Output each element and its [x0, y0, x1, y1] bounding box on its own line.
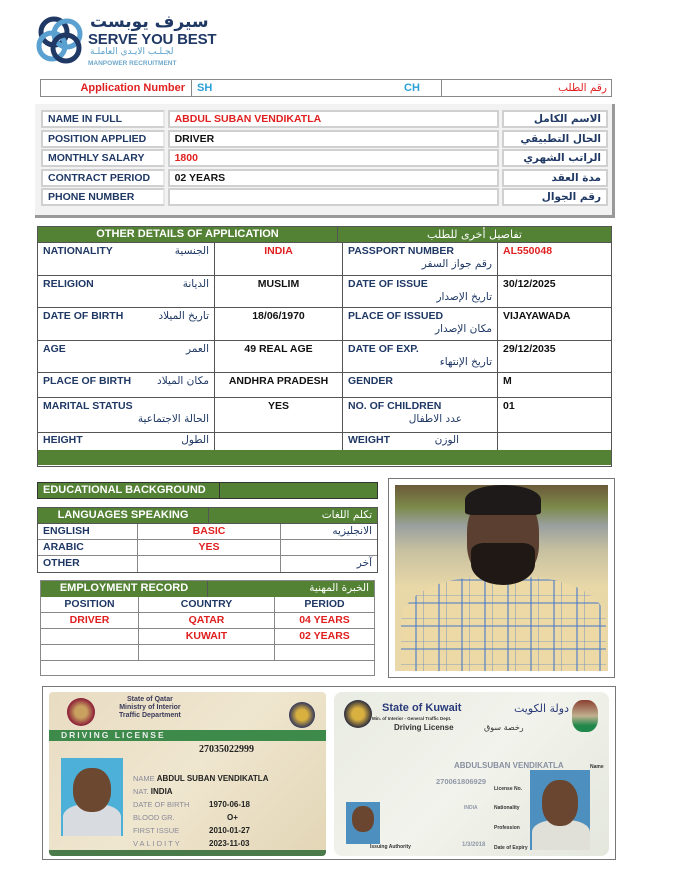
application-number-row [40, 79, 612, 97]
employment-row [41, 645, 374, 661]
detail-row [38, 308, 611, 341]
info-value-name[interactable]: ABDUL SUBAN VENDIKATLA [168, 110, 500, 128]
qatar-validity-label: VALIDITY [133, 839, 182, 848]
education-row [37, 482, 378, 499]
qatar-license-number: 27035022999 [199, 744, 254, 755]
knot-logo-icon [34, 14, 86, 66]
other-details-title-ar: تفاصيل أخرى للطلب [427, 228, 522, 241]
languages-table [37, 507, 378, 573]
info-label-ar: الاسم الكامل [502, 110, 608, 128]
kuwait-license-title-ar: رخصة سوق [484, 723, 524, 732]
detail-label-ar: تاريخ الميلاد [158, 310, 209, 322]
qatar-dob: 1970-06-18 [209, 800, 250, 809]
info-row-contract [41, 169, 608, 189]
education-value[interactable] [220, 483, 377, 498]
info-label: POSITION APPLIED [41, 130, 165, 148]
detail-label: NO. OF CHILDREN [348, 400, 442, 412]
detail-value-place-issued[interactable]: VIJAYAWADA [503, 310, 571, 322]
qatar-license-title: DRIVING LICENSE [49, 730, 326, 741]
qatar-validity: 2023-11-03 [209, 839, 250, 848]
language-row [38, 524, 377, 540]
kuwait-license-number: 270061806929 [436, 777, 487, 786]
detail-label: MARITAL STATUS [43, 400, 133, 412]
detail-value-nationality[interactable]: INDIA [215, 243, 343, 275]
detail-label: DATE OF EXP. [348, 343, 419, 355]
detail-label-ar: مكان الميلاد [157, 375, 209, 387]
kuwait-license-label: License No. [494, 786, 523, 792]
logo-english-tagline: MANPOWER RECRUITMENT [88, 60, 177, 67]
employment-title: EMPLOYMENT RECORD [41, 581, 208, 597]
employment-column-headers [41, 597, 374, 613]
info-row-position [41, 130, 608, 150]
employment-position[interactable]: DRIVER [41, 613, 139, 628]
application-number-label-ar: رقم الطلب [558, 82, 607, 94]
detail-label-ar: العمر [185, 343, 209, 355]
detail-value-marital[interactable]: YES [215, 398, 343, 432]
detail-value-gender[interactable]: M [503, 375, 512, 387]
detail-label-ar: الوزن [434, 434, 459, 446]
employment-period[interactable]: 04 YEARS [299, 614, 350, 626]
detail-value-birthplace[interactable]: ANDHRA PRADESH [215, 373, 343, 397]
info-label: NAME IN FULL [41, 110, 165, 128]
qatar-dob-label: DATE OF BIRTH [133, 800, 190, 809]
qatar-nat-line [133, 785, 173, 798]
detail-label-ar: الجنسية [174, 245, 209, 257]
kuwait-dept: Min. of Interior - General Traffic Dept. [372, 716, 452, 721]
kuwait-driving-license [334, 692, 609, 856]
detail-label: WEIGHT [348, 434, 390, 446]
detail-value-expiry[interactable]: 29/12/2035 [503, 343, 556, 355]
detail-row [38, 243, 611, 276]
employment-country[interactable]: QATAR [139, 613, 275, 628]
detail-label: NATIONALITY [43, 245, 113, 257]
qatar-dept: Traffic Department [119, 712, 181, 719]
kuwait-emblem-icon [572, 700, 598, 732]
language-name: OTHER [38, 556, 138, 572]
detail-label-ar: عدد الاطفال [408, 413, 462, 425]
gcc-emblem-icon [344, 700, 372, 728]
other-details-title: OTHER DETAILS OF APPLICATION [38, 227, 338, 242]
detail-value-issue-date[interactable]: 30/12/2025 [503, 278, 556, 290]
application-number-label: Application Number [41, 80, 192, 96]
language-level[interactable] [138, 556, 281, 572]
detail-value-height[interactable] [215, 433, 343, 450]
kuwait-photo-face [542, 780, 578, 826]
language-name-ar: آخر [356, 557, 372, 569]
logo-arabic-name: سيرف يوبست [90, 12, 209, 32]
kuwait-license-title: Driving License [394, 723, 454, 732]
info-label-ar: مدة العقد [502, 169, 608, 187]
kuwait-issuing-authority: Issuing Authority [370, 844, 411, 850]
detail-row [38, 433, 611, 450]
other-details-table [37, 226, 612, 467]
kuwait-state: State of Kuwait [382, 702, 462, 714]
detail-label-ar: الطول [181, 434, 209, 446]
qatar-blood: O+ [227, 813, 238, 822]
detail-value-dob[interactable]: 18/06/1970 [215, 308, 343, 340]
kuwait-nationality-label: Nationality [494, 805, 520, 811]
other-details-header [38, 227, 611, 243]
employment-table [40, 580, 375, 676]
employment-header [41, 581, 374, 597]
kuwait-authority-face [352, 806, 374, 832]
detail-label-ar: الديانة [182, 278, 209, 290]
info-label-ar: الراتب الشهري [502, 149, 608, 167]
detail-label-ar: تاريخ الإنتهاء [439, 356, 492, 368]
language-row [38, 556, 377, 572]
kuwait-profession-label: Profession [494, 825, 520, 831]
info-value-contract[interactable]: 02 YEARS [168, 169, 500, 187]
detail-label: PLACE OF ISSUED [348, 310, 444, 322]
qatar-driving-license [49, 692, 326, 856]
basic-info-panel [35, 104, 615, 218]
employment-blank-cell[interactable] [41, 661, 139, 677]
qatar-nat: INDIA [150, 787, 173, 796]
detail-row [38, 398, 611, 433]
info-row-name [41, 110, 608, 130]
info-value-position[interactable]: DRIVER [168, 130, 500, 148]
info-label: PHONE NUMBER [41, 188, 165, 206]
employment-position[interactable] [41, 629, 139, 644]
detail-label-ar: الحالة الاجتماعية [137, 413, 209, 425]
kuwait-state-ar: دولة الكويت [514, 702, 569, 715]
sh-code: SH [197, 82, 213, 94]
language-level[interactable]: BASIC [138, 524, 281, 539]
logo-english-name: SERVE YOU BEST [88, 31, 217, 48]
detail-label-ar: تاريخ الإصدار [436, 291, 492, 303]
employment-country[interactable] [139, 645, 275, 660]
language-name-ar: الانجليزيه [332, 525, 372, 537]
language-level[interactable]: YES [138, 540, 281, 555]
ch-code: CH [404, 82, 420, 94]
gcc-emblem-icon [289, 702, 315, 728]
employment-row [41, 613, 374, 629]
detail-value-age[interactable]: 49 REAL AGE [215, 341, 343, 372]
info-row-salary [41, 149, 608, 169]
column-header-position: POSITION [41, 597, 139, 612]
employment-period[interactable]: 02 YEARS [299, 630, 350, 642]
languages-header [38, 508, 377, 524]
education-header: EDUCATIONAL BACKGROUND [38, 483, 220, 498]
qatar-photo-face [73, 768, 111, 812]
qatar-bottom-band [49, 850, 326, 856]
languages-title: LANGUAGES SPEAKING [38, 508, 209, 523]
applicant-photo-frame [388, 478, 615, 678]
detail-value-religion[interactable]: MUSLIM [215, 276, 343, 307]
logo-arabic-tagline: لجـلـب الايـدي العاملـة [90, 47, 174, 57]
qatar-emblem-icon [67, 698, 95, 726]
detail-value-weight[interactable] [498, 433, 611, 450]
kuwait-expiry: 1/3/2018 [462, 842, 486, 848]
employment-row [41, 629, 374, 645]
info-label: CONTRACT PERIOD [41, 169, 165, 187]
qatar-name-line [133, 772, 268, 785]
detail-label: DATE OF BIRTH [43, 310, 124, 322]
detail-label-ar: رقم جواز السفر [421, 258, 492, 270]
kuwait-name-label: Name [590, 764, 604, 770]
qatar-name-label: NAME [133, 774, 155, 783]
detail-label: PLACE OF BIRTH [43, 375, 132, 387]
applicant-photo [395, 485, 608, 671]
info-value-phone[interactable] [168, 188, 500, 206]
kuwait-expiry-label: Date of Expiry [494, 845, 528, 851]
employment-country[interactable]: KUWAIT [139, 629, 275, 644]
kuwait-name: ABDULSUBAN VENDIKATLA [454, 761, 564, 770]
detail-value-passport[interactable]: AL550048 [503, 245, 553, 257]
languages-title-ar: تكلم اللغات [321, 509, 372, 521]
qatar-license-issuer [119, 696, 181, 720]
employment-row-blank [41, 661, 374, 677]
qatar-first-issue-label: FIRST ISSUE [133, 826, 180, 835]
info-label-ar: الحال التطبيقي [502, 130, 608, 148]
employment-position[interactable] [41, 645, 139, 660]
detail-label: AGE [43, 343, 66, 355]
kuwait-nationality: INDIA [464, 805, 478, 811]
employment-period[interactable] [275, 645, 374, 660]
qatar-state: State of Qatar [126, 696, 173, 703]
detail-row [38, 341, 611, 373]
photo-cap [465, 485, 541, 515]
column-header-period: PERIOD [304, 598, 345, 610]
info-row-phone [41, 188, 608, 208]
application-number-field[interactable] [192, 80, 442, 96]
info-label: MONTHLY SALARY [41, 149, 165, 167]
detail-value-children[interactable]: 01 [503, 400, 515, 412]
detail-row [38, 373, 611, 398]
company-logo [30, 10, 230, 70]
other-details-footer-bar [38, 450, 611, 465]
photo-beard [471, 543, 535, 585]
info-value-salary[interactable]: 1800 [168, 149, 500, 167]
qatar-nat-label: NAT. [133, 787, 149, 796]
qatar-name: ABDUL SUBAN VENDIKATLA [156, 774, 269, 783]
qatar-ministry: Ministry of Interior [119, 704, 181, 711]
qatar-first-issue: 2010-01-27 [209, 826, 250, 835]
detail-label: RELIGION [43, 278, 94, 290]
language-name: ENGLISH [38, 524, 138, 539]
detail-label: DATE OF ISSUE [348, 278, 428, 290]
qatar-blood-label: BLOOD GR. [133, 813, 175, 822]
employment-title-ar: الخبرة المهنية [309, 582, 369, 594]
driving-licenses-panel [42, 686, 616, 860]
language-name: ARABIC [38, 540, 138, 555]
info-label-ar: رقم الجوال [502, 188, 608, 206]
photo-shirt [401, 577, 606, 671]
detail-label-ar: مكان الإصدار [435, 323, 492, 335]
detail-row [38, 276, 611, 308]
detail-label: PASSPORT NUMBER [348, 245, 454, 257]
detail-label: HEIGHT [43, 434, 83, 446]
column-header-country: COUNTRY [139, 597, 275, 612]
detail-label: GENDER [348, 375, 393, 387]
language-row [38, 540, 377, 556]
language-name-ar [281, 540, 377, 555]
